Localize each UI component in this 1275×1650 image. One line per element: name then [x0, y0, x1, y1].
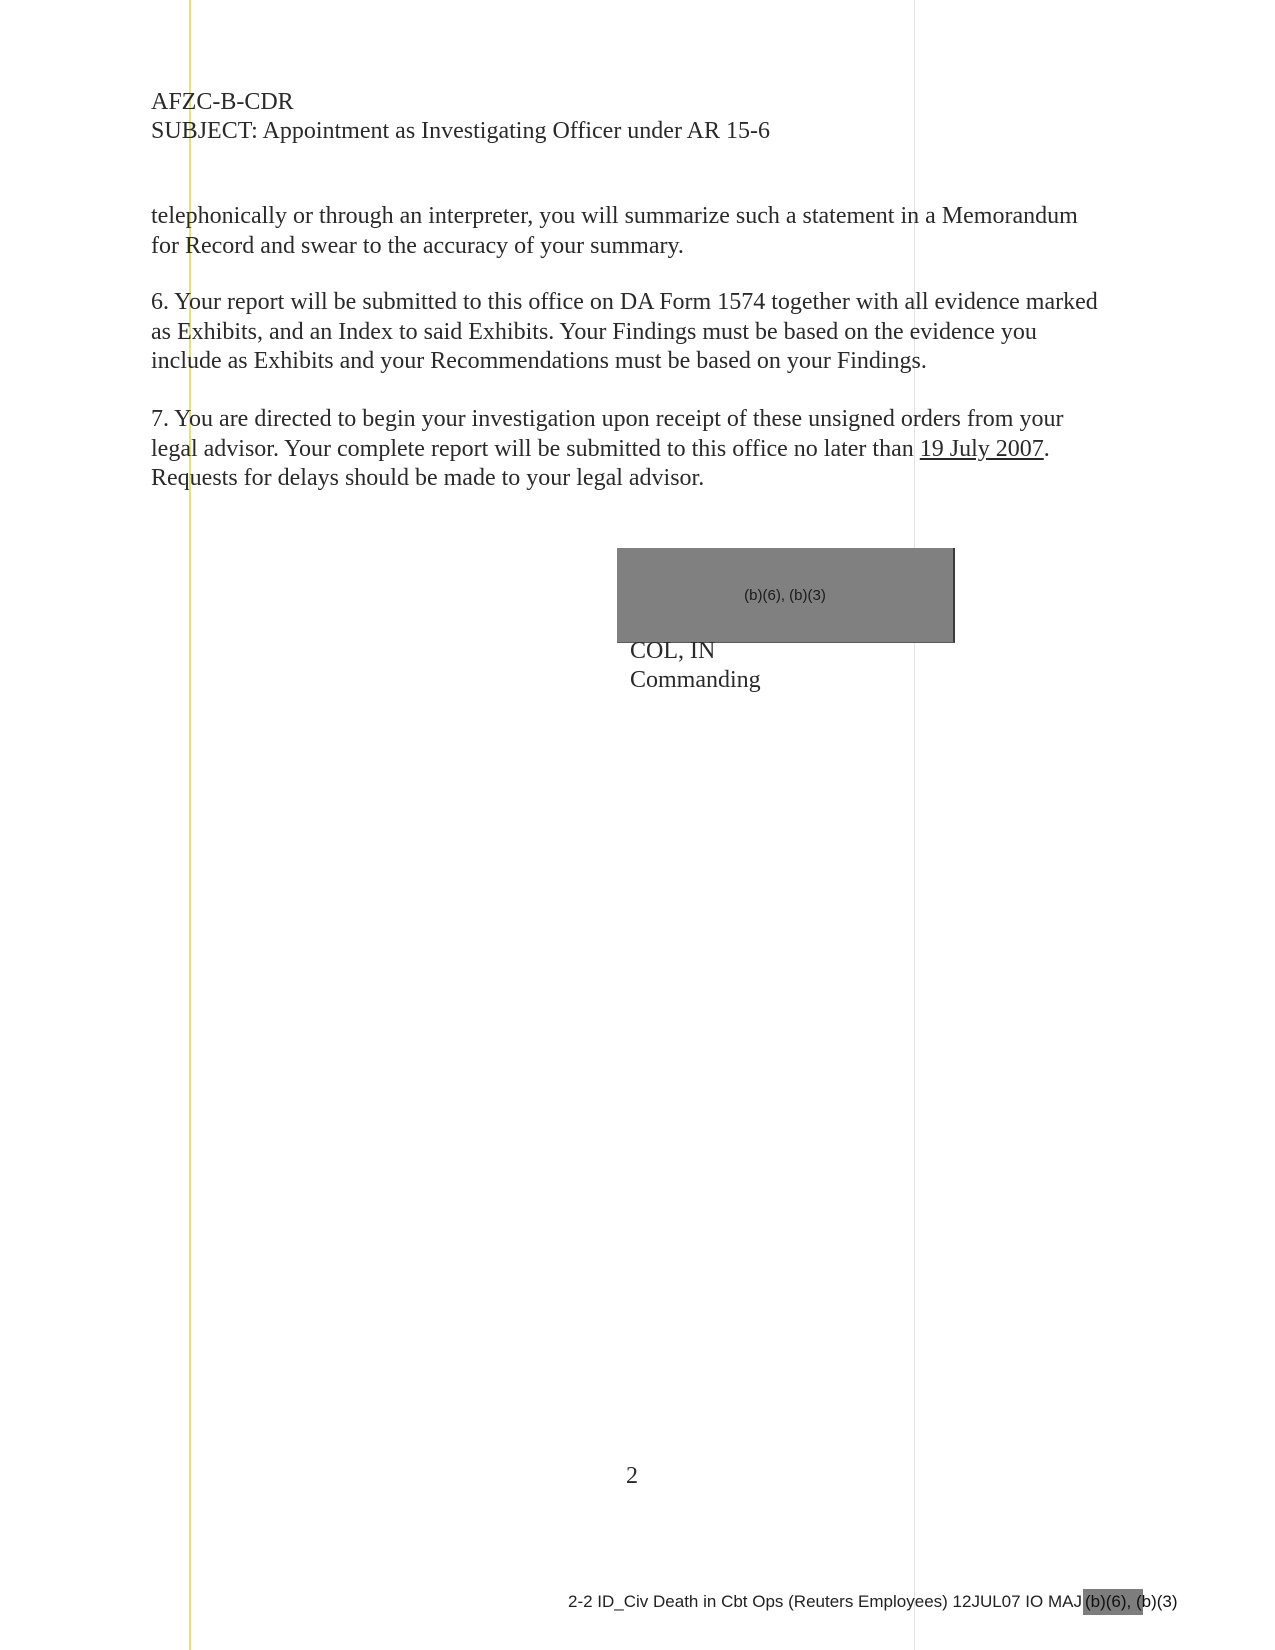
- paragraph-7-text-end: . Requests for delays should be made to your legal advisor.: [151, 435, 1050, 491]
- paragraph-6: 6. Your report will be submitted to this office on DA Form 1574 together with all evidence marked as Exhibits, and an Index to said Exhibits. Your Findings must be based on the evidence you include as Exhibits and your Recommendations must be based on your Findings.: [151, 289, 1098, 374]
- paragraph-5-continued: telephonically or through an interpreter, you will summarize such a statement in a Memorandum for Record and swear to the accuracy of your summary.: [151, 203, 1078, 259]
- page-number: 2: [626, 1463, 638, 1489]
- redaction-label: (b)(6), (b)(3): [744, 586, 826, 604]
- signature-rank: COL, IN: [630, 638, 716, 664]
- paragraph-7: [151, 405, 1111, 494]
- deadline-date: 19 July 2007: [919, 435, 1044, 462]
- document-footer: [568, 1589, 1178, 1615]
- footer-text: 2-2 ID_Civ Death in Cbt Ops (Reuters Employees) 12JUL07 IO MAJ: [568, 1592, 1082, 1611]
- signature-title: Commanding: [630, 667, 761, 693]
- signature-redaction-box: [617, 548, 955, 643]
- paragraph-7-text: 7. You are directed to begin your investigation upon receipt of these unsigned orders from your legal advisor. Your complete report will be submitted to this office no later than: [151, 406, 1064, 462]
- office-symbol: AFZC-B-CDR: [151, 89, 294, 115]
- memo-subject: SUBJECT: Appointment as Investigating Officer under AR 15-6: [151, 118, 770, 144]
- signature-block: [630, 637, 761, 695]
- memo-header: [151, 88, 770, 146]
- footer-redaction-box: (b)(6), (b)(3): [1083, 1589, 1143, 1615]
